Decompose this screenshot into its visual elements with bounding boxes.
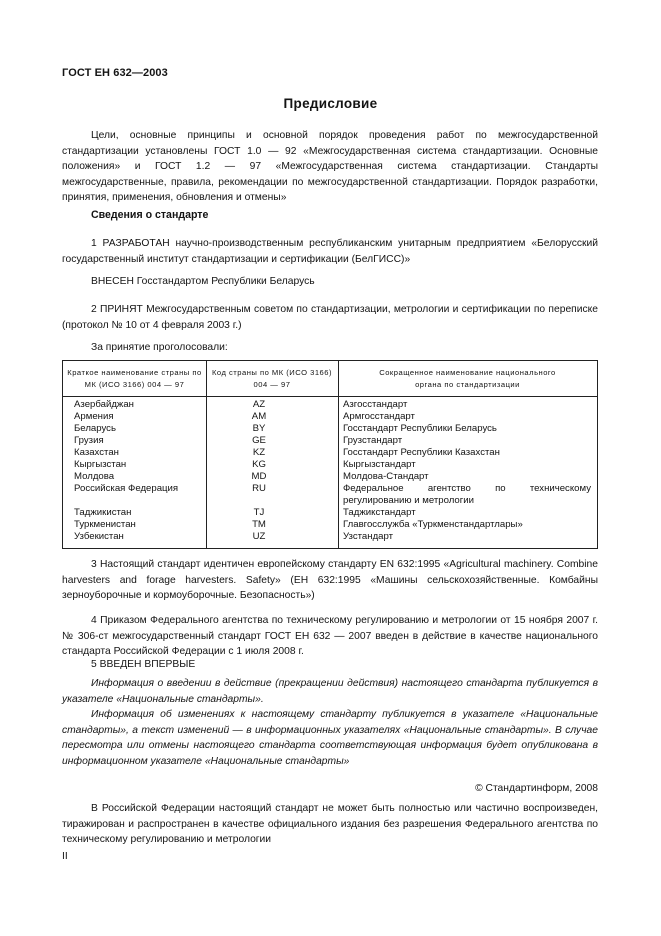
table-cell-country: Российская Федерация — [74, 483, 179, 494]
item-2-text: 2 ПРИНЯТ Межгосударственным советом по стандартизации, метрологии и сертификации по переписке (протокол № 10 от 4 февраля 2003 г.) — [62, 304, 598, 331]
table-cell-country: Армения — [74, 411, 114, 422]
table-cell-country: Казахстан — [74, 447, 119, 458]
table-cell-code: TJ — [253, 507, 265, 518]
table-divider — [338, 361, 339, 548]
table-cell-code: GE — [252, 435, 266, 446]
table-cell-country: Кыргызстан — [74, 459, 127, 470]
table-cell-body: Госстандарт Республики Беларусь — [343, 423, 497, 434]
table-header-code: Код страны по МК (ИСО 3166) 004 — 97 — [206, 361, 338, 397]
table-cell-code: AM — [251, 411, 267, 422]
item-1 — [62, 236, 598, 267]
item-4 — [62, 613, 598, 660]
item-2 — [62, 302, 598, 333]
voting-table — [62, 360, 598, 549]
table-cell-body: Азгосстандарт — [343, 399, 408, 410]
item-3 — [62, 557, 598, 604]
table-cell-country: Молдова — [74, 471, 115, 482]
page-title: Предисловие — [283, 96, 378, 111]
table-header-body: Сокращенное наименование национального органа по стандартизации — [338, 361, 597, 397]
table-cell-code: UZ — [252, 531, 266, 542]
item-3-text: 3 Настоящий стандарт идентичен европейскому стандарту EN 632:1995 «Agricultural machinery. Combine harvesters and forage harvesters. Safety» (EH 632:1995 «Машины сельскохозяйственные. Комбайны зерноуборочные и кормоуборочные. Безопасность») — [62, 559, 598, 602]
section-heading: Сведения о стандарте — [91, 209, 209, 221]
table-cell-body: Молдова-Стандарт — [343, 471, 429, 482]
item-1-text: 1 РАЗРАБОТАН научно-производственным республиканским унитарным предприятием «Белорусский государственный институт стандартизации и сертификации (БелГИСС)» — [62, 238, 598, 265]
table-cell-body: Таджикстандарт — [343, 507, 416, 518]
table-cell-code: AZ — [252, 399, 266, 410]
introduced-by: ВНЕСЕН Госстандартом Республики Беларусь — [91, 276, 315, 287]
table-cell-country: Узбекистан — [74, 531, 124, 542]
item-4-text: 4 Приказом Федерального агентства по техническому регулированию и метрологии от 15 ноября 2007 г. № 306-ст межгосударственный стандарт ГОСТ ЕН 632 — 2007 введен в действие в качестве национального стандарта Российской Федерации с 1 июля 2008 г. — [62, 615, 598, 658]
intro-paragraph — [62, 128, 598, 206]
page-number: II — [62, 851, 68, 862]
table-cell-country: Туркменистан — [74, 519, 136, 530]
table-header-country: Краткое наименование страны по МК (ИСО 3166) 004 — 97 — [63, 361, 206, 397]
table-divider — [206, 361, 207, 548]
intro-text: Цели, основные принципы и основной порядок проведения работ по межгосударственной стандартизации установлены ГОСТ 1.0 — 92 «Межгосударственная система стандартизации. Основные положения» и ГОСТ 1.2 — 97 «Межгосударственная система стандартизации. Стандарты межгосударственные, правила, рекомендации по межгосударственной стандартизации. Порядок разработки, принятия, применения, обновления и отмены» — [62, 130, 598, 204]
table-cell-body: Кыргызстандарт — [343, 459, 416, 470]
reproduction-notice — [62, 801, 598, 848]
table-cell-country: Грузия — [74, 435, 104, 446]
table-cell-code: MD — [251, 471, 267, 482]
info-paragraph-1: Информация о введении в действие (прекращении действия) настоящего стандарта публикуется в указателе «Национальные стандарты». — [62, 678, 598, 705]
table-cell-country: Беларусь — [74, 423, 116, 434]
table-cell-country: Азербайджан — [74, 399, 134, 410]
notice-text: В Российской Федерации настоящий стандарт не может быть полностью или частично воспроизведен, тиражирован и распространен в качестве официального издания без разрешения Федерального агентства по техническому регулированию и метрологии — [62, 803, 598, 846]
table-cell-code: RU — [252, 483, 266, 494]
table-cell-code: KZ — [252, 447, 266, 458]
voted-label: За принятие проголосовали: — [91, 342, 228, 353]
table-cell-country: Таджикистан — [74, 507, 132, 518]
table-cell-body: Армгосстандарт — [343, 411, 415, 422]
table-cell-body: Госстандарт Республики Казахстан — [343, 447, 500, 458]
table-cell-code: BY — [252, 423, 266, 434]
document-code: ГОСТ ЕН 632—2003 — [62, 67, 168, 79]
table-cell-body: Узстандарт — [343, 531, 394, 542]
info-block — [62, 676, 598, 770]
table-cell-body: Грузстандарт — [343, 435, 403, 446]
table-cell-body: Главгосслужба «Туркменстандартлары» — [343, 519, 523, 530]
table-cell-code: TM — [252, 519, 266, 530]
table-cell-code: KG — [252, 459, 266, 470]
info-paragraph-2: Информация об изменениях к настоящему стандарту публикуется в указателе «Национальные стандарты», а текст изменений — в информационных указателях «Национальные стандарты». В случае пересмотра или отмены настоящего стандарта соответствующая информация будет опубликована в информационном указателе «Национальные стандарты» — [62, 709, 598, 767]
copyright: © Стандартинформ, 2008 — [475, 783, 598, 794]
table-cell-body: Федеральное агентство по техническому регулированию и метрологии — [343, 483, 591, 506]
item-5: 5 ВВЕДЕН ВПЕРВЫЕ — [91, 659, 196, 670]
